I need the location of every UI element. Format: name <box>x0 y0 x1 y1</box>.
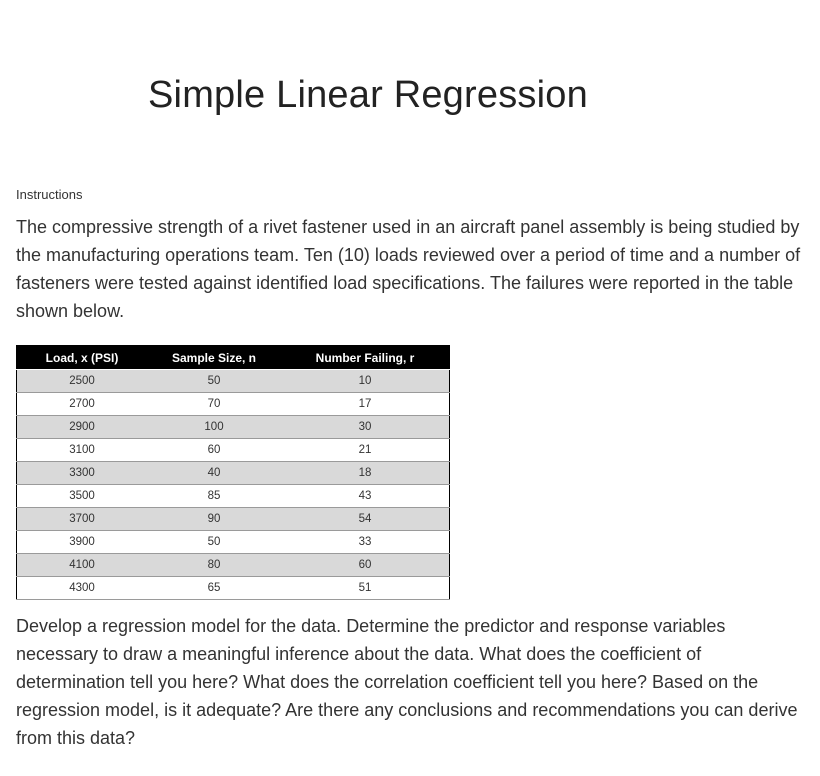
instructions-label: Instructions <box>16 187 83 202</box>
cell-sample-size: 70 <box>147 393 281 416</box>
cell-sample-size: 100 <box>147 416 281 439</box>
table-row <box>17 577 450 600</box>
cell-sample-size: 80 <box>147 554 281 577</box>
cell-sample-size: 85 <box>147 485 281 508</box>
cell-load: 4300 <box>17 577 148 600</box>
cell-sample-size: 50 <box>147 370 281 393</box>
table-row <box>17 508 450 531</box>
cell-sample-size: 90 <box>147 508 281 531</box>
cell-load: 2900 <box>17 416 148 439</box>
cell-sample-size: 60 <box>147 439 281 462</box>
header-sample-size: Sample Size, n <box>147 346 281 370</box>
intro-paragraph: The compressive strength of a rivet fastener used in an aircraft panel assembly is being studied by the manufacturing operations team. Ten (10) loads reviewed over a period of time and a number of fasteners were tested against identified load specifications. The failures were reported in the table shown below. <box>16 217 801 321</box>
cell-number-failing: 17 <box>281 393 450 416</box>
cell-number-failing: 33 <box>281 531 450 554</box>
failure-data-table <box>16 345 450 600</box>
cell-number-failing: 43 <box>281 485 450 508</box>
table-row <box>17 370 450 393</box>
cell-sample-size: 65 <box>147 577 281 600</box>
header-load: Load, x (PSI) <box>17 346 148 370</box>
cell-number-failing: 18 <box>281 462 450 485</box>
page-title: Simple Linear Regression <box>148 74 588 116</box>
table-row <box>17 416 450 439</box>
header-number-failing: Number Failing, r <box>281 346 450 370</box>
table-header-row <box>17 346 450 370</box>
cell-number-failing: 51 <box>281 577 450 600</box>
cell-load: 3900 <box>17 531 148 554</box>
cell-sample-size: 40 <box>147 462 281 485</box>
table-row <box>17 531 450 554</box>
table-row <box>17 393 450 416</box>
table-row <box>17 439 450 462</box>
cell-number-failing: 54 <box>281 508 450 531</box>
cell-load: 3500 <box>17 485 148 508</box>
cell-load: 3700 <box>17 508 148 531</box>
cell-number-failing: 21 <box>281 439 450 462</box>
cell-number-failing: 10 <box>281 370 450 393</box>
question-paragraph: Develop a regression model for the data. Determine the predictor and response variables necessary to draw a meaningful inference about the data. What does the coefficient of determination tell you here? What does the correlation coefficient tell you here? Based on the regression model, is it adequate? Are there any conclusions and recommendations you can derive from this data? <box>16 616 798 748</box>
cell-number-failing: 60 <box>281 554 450 577</box>
cell-number-failing: 30 <box>281 416 450 439</box>
table-row <box>17 462 450 485</box>
table-row <box>17 485 450 508</box>
cell-sample-size: 50 <box>147 531 281 554</box>
cell-load: 3300 <box>17 462 148 485</box>
cell-load: 2700 <box>17 393 148 416</box>
cell-load: 2500 <box>17 370 148 393</box>
cell-load: 3100 <box>17 439 148 462</box>
table-row <box>17 554 450 577</box>
cell-load: 4100 <box>17 554 148 577</box>
